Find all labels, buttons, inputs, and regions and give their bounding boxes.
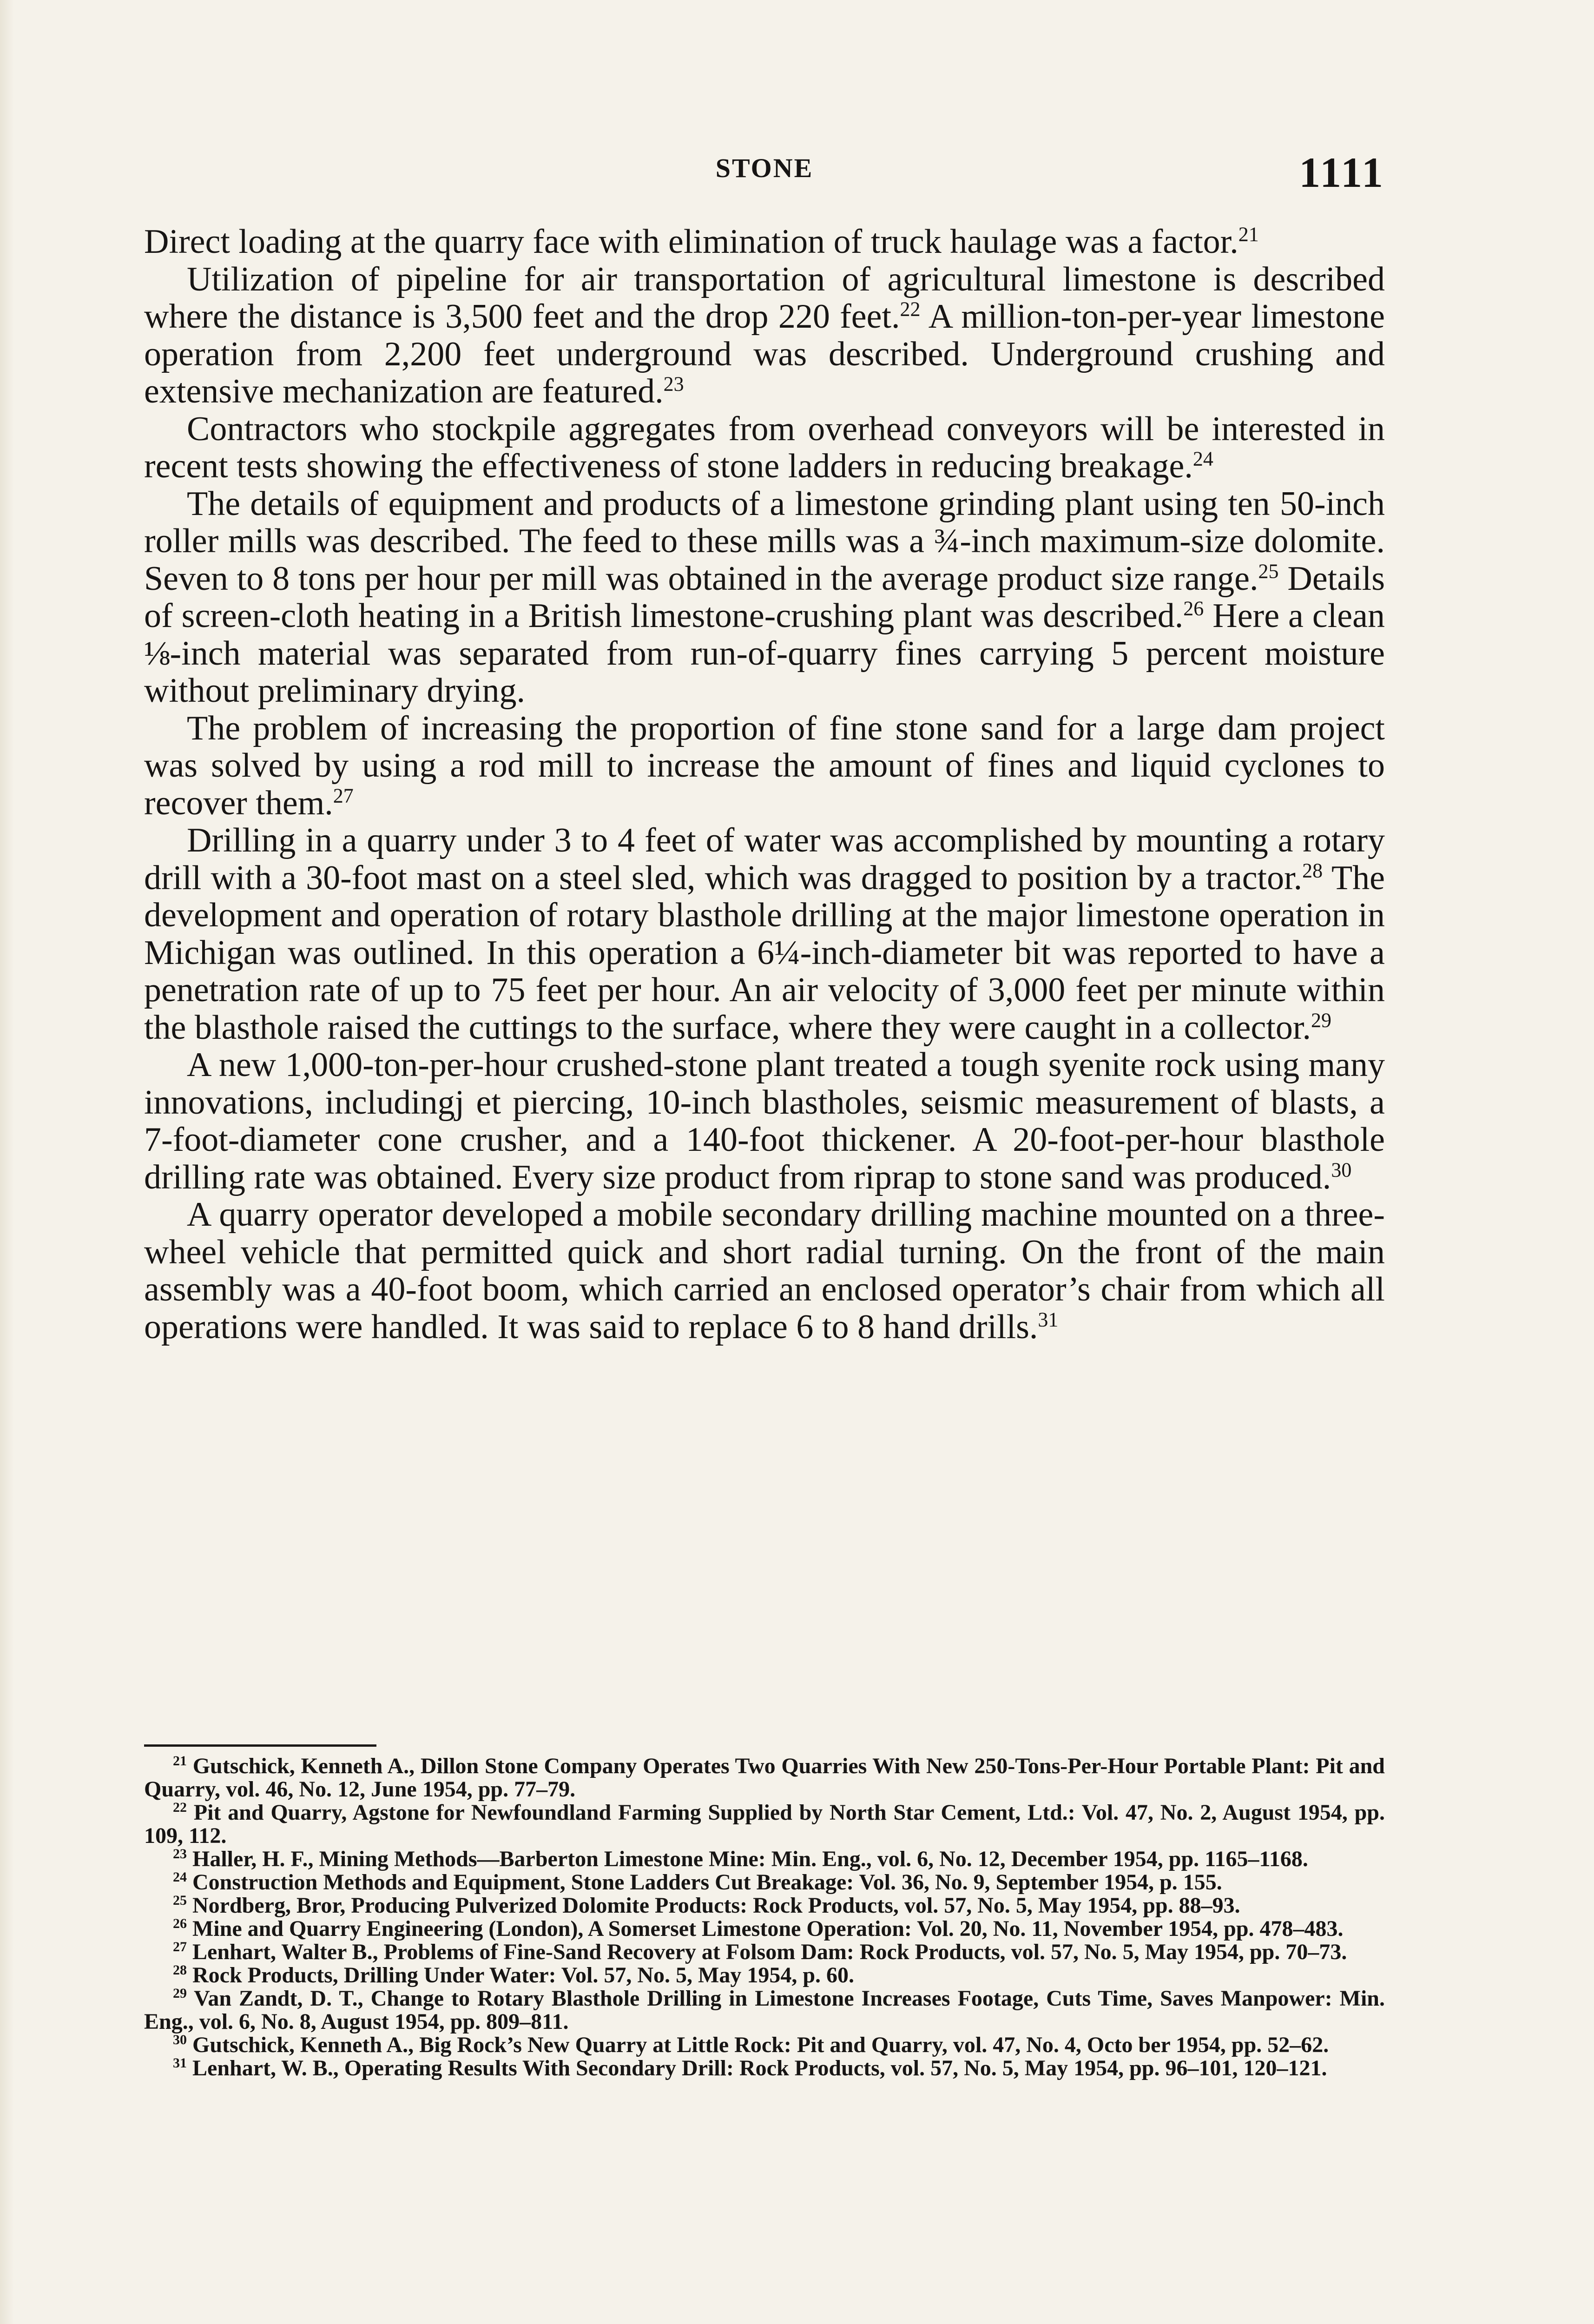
footnote-25 xyxy=(144,1894,1385,1917)
footnote-22 xyxy=(144,1801,1385,1848)
footnote-text: Gutschick, Kenneth A., Big Rock’s New Quarry at Little Rock: Pit and Quarry, vol. 47, No. 4, Octo ber 1954, pp. 52–62. xyxy=(187,2033,1329,2057)
footnote-text: Lenhart, W. B., Operating Results With Secondary Drill: Rock Products, vol. 57, No. 5, May 1954, pp. 96–101, 120–121. xyxy=(187,2056,1327,2080)
footnote-number: 27 xyxy=(173,1939,187,1954)
paragraph-mobile-drill xyxy=(144,1196,1385,1346)
footnote-text: Haller, H. F., Mining Methods—Barberton Limestone Mine: Min. Eng., vol. 6, No. 12, December 1954, pp. 1165–1168. xyxy=(187,1847,1308,1871)
footnote-text: Nordberg, Bror, Producing Pulverized Dolomite Products: Rock Products, vol. 57, No. 5, May 1954, pp. 88–93. xyxy=(187,1893,1240,1918)
footnote-number: 22 xyxy=(173,1800,187,1815)
paragraph-text: Direct loading at the quarry face with elimination of truck haulage was a factor. xyxy=(144,223,1238,261)
footnote-30 xyxy=(144,2034,1385,2057)
page-number: 1111 xyxy=(1299,149,1385,196)
footnote-21 xyxy=(144,1755,1385,1801)
footnote-24 xyxy=(144,1871,1385,1894)
page-header xyxy=(144,148,1385,204)
paragraph-drilling xyxy=(144,822,1385,1046)
footnote-text: Lenhart, Walter B., Problems of Fine-Sand Recovery at Folsom Dam: Rock Products, vol. 57, No. 5, May 1954, pp. 70–73. xyxy=(187,1940,1347,1964)
paragraph-crushed-stone-plant xyxy=(144,1046,1385,1196)
paragraph-text: A million-ton-per-year limestone operation from 2,200 feet underground was described. Underground crushing and extensive mechanization are featured. xyxy=(144,297,1385,410)
paragraph-pipeline xyxy=(144,261,1385,410)
footnote-ref: 22 xyxy=(900,297,921,321)
footnotes xyxy=(144,1755,1385,2080)
footnote-text: Construction Methods and Equipment, Stone Ladders Cut Breakage: Vol. 36, No. 9, September 1954, p. 155. xyxy=(187,1870,1222,1895)
footnote-ref: 21 xyxy=(1238,223,1259,246)
footnote-number: 21 xyxy=(173,1753,187,1769)
footnote-number: 25 xyxy=(173,1893,187,1908)
footnote-number: 26 xyxy=(173,1916,187,1931)
footnote-ref: 24 xyxy=(1192,447,1213,470)
footnote-ref: 30 xyxy=(1331,1158,1352,1181)
footnote-ref: 27 xyxy=(333,784,354,807)
footnote-text: Van Zandt, D. T., Change to Rotary Blasthole Drilling in Limestone Increases Footage, Cuts Time, Saves Manpower: Min. Eng., vol. 6, No. 8, August 1954, pp. 809–811. xyxy=(144,1986,1385,2034)
footnote-23 xyxy=(144,1848,1385,1871)
footnote-ref: 26 xyxy=(1183,597,1204,620)
footnote-28 xyxy=(144,1964,1385,1987)
footnote-ref: 28 xyxy=(1302,858,1323,882)
footnote-27 xyxy=(144,1941,1385,1964)
paragraph-text: A new 1,000-ton-per-hour crushed-stone plant treated a tough syenite rock using many innovations, includingj et piercing, 10-inch blastholes, seismic measurement of blasts, a 7-foot-diameter cone crusher, and a 140-foot thickener. A 20-foot-per-hour blasthole drilling rate was obtained. Every size product from riprap to stone sand was produced. xyxy=(144,1046,1385,1196)
paragraph-stone-sand xyxy=(144,710,1385,822)
footnote-ref: 29 xyxy=(1311,1008,1331,1031)
paragraph-stockpile xyxy=(144,410,1385,485)
footnote-ref: 31 xyxy=(1038,1307,1059,1331)
footnote-ref: 25 xyxy=(1258,559,1279,582)
paragraph-text: The development and operation of rotary blasthole drilling at the major limestone operation in Michigan was outlined. In this operation a 6¼-inch-diameter bit was reported to have a penetration rate of up to 75 feet per hour. An air velocity of 3,000 feet per minute within the blasthole raised the cuttings to the surface, where they were caught in a collector. xyxy=(144,858,1385,1047)
footnote-number: 28 xyxy=(173,1962,187,1978)
scan-edge-shadow xyxy=(0,0,14,2324)
paragraph-text: The details of equipment and products of a limestone grinding plant using ten 50-inch roller mills was described. The feed to these mills was a ¾-inch maximum-size dolomite. Seven to 8 tons per hour per mill was obtained in the average product size range. xyxy=(144,484,1385,598)
paragraph-grinding-plant xyxy=(144,485,1385,710)
footnote-number: 29 xyxy=(173,1986,187,2001)
paragraph-text: A quarry operator developed a mobile secondary drilling machine mounted on a three-wheel vehicle that permitted quick and short radial turning. On the front of the main assembly was a 40-foot boom, which carried an enclosed operator’s chair from which all operations were handled. It was said to replace 6 to 8 hand drills. xyxy=(144,1195,1385,1346)
footnote-text: Pit and Quarry, Agstone for Newfoundland Farming Supplied by North Star Cement, Ltd.: Vol. 47, No. 2, August 1954, pp. 109, 112. xyxy=(144,1800,1385,1848)
footnote-text: Rock Products, Drilling Under Water: Vol. 57, No. 5, May 1954, p. 60. xyxy=(187,1963,855,1987)
footnote-29 xyxy=(144,1987,1385,2034)
footnote-ref: 23 xyxy=(663,372,684,396)
footnote-number: 23 xyxy=(173,1846,187,1862)
paragraph-direct-loading xyxy=(144,223,1385,261)
paragraph-text: Details of screen-cloth heating in a British limestone-crushing plant was described. xyxy=(144,559,1385,635)
footnote-26 xyxy=(144,1917,1385,1941)
footnote-number: 24 xyxy=(173,1869,187,1885)
footnote-number: 30 xyxy=(173,2032,187,2047)
footnote-divider xyxy=(144,1744,376,1747)
paragraph-text: Contractors who stockpile aggregates from overhead conveyors will be interested in recent tests showing the effectiveness of stone ladders in reducing breakage. xyxy=(144,409,1385,485)
paragraph-text: Utilization of pipeline for air transportation of agricultural limestone is described where the distance is 3,500 feet and the drop 220 feet. xyxy=(144,260,1385,336)
footnote-text: Gutschick, Kenneth A., Dillon Stone Company Operates Two Quarries With New 250-Tons-Per-Hour Portable Plant: Pit and Quarry, vol. 46, No. 12, June 1954, pp. 77–79. xyxy=(144,1754,1385,1802)
paragraph-text: Drilling in a quarry under 3 to 4 feet of water was accomplished by mounting a rotary drill with a 30-foot mast on a steel sled, which was dragged to position by a tractor. xyxy=(144,821,1385,897)
footnote-31 xyxy=(144,2057,1385,2080)
running-head: STONE xyxy=(715,153,814,183)
footnote-text: Mine and Quarry Engineering (London), A Somerset Limestone Operation: Vol. 20, No. 11, November 1954, pp. 478–483. xyxy=(187,1916,1344,1941)
paragraph-text: The problem of increasing the proportion of fine stone sand for a large dam project was solved by using a rod mill to increase the amount of fines and liquid cyclones to recover them. xyxy=(144,709,1385,822)
paragraph-text: Here a clean ⅛-inch material was separated from run-of-quarry fines carrying 5 percent moisture without preliminary drying. xyxy=(144,597,1385,710)
body-text xyxy=(144,223,1385,1346)
footnote-number: 31 xyxy=(173,2055,187,2071)
